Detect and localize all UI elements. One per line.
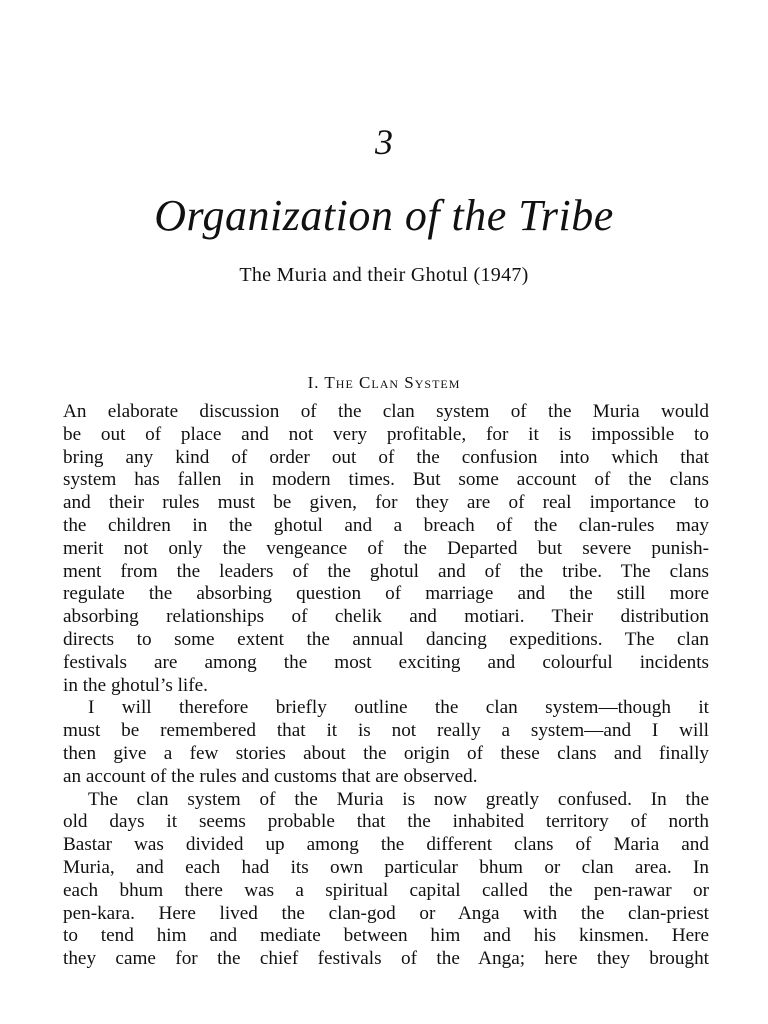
text-line: to tend him and mediate between him and his kinsmen. Here <box>63 925 709 947</box>
text-line: bring any kind of order out of the confusion into which that <box>63 446 709 468</box>
text-line: in the ghotul’s life. <box>63 674 208 696</box>
text-line: system has fallen in modern times. But some account of the clans <box>63 469 709 491</box>
section-heading: I. The Clan System <box>307 373 461 392</box>
text-line: Bastar was divided up among the different clans of Maria and <box>63 834 709 856</box>
chapter-subtitle: The Muria and their Ghotul (1947) <box>239 264 529 286</box>
text-line: absorbing relationships of chelik and motiari. Their distribution <box>63 606 709 628</box>
text-line: then give a few stories about the origin of these clans and finally <box>63 742 709 764</box>
text-line: they came for the chief festivals of the Anga; here they brought <box>63 948 709 970</box>
chapter-title: Organization of the Tribe <box>154 191 614 240</box>
text-line: ment from the leaders of the ghotul and of the tribe. The clans <box>63 560 709 582</box>
text-line: an account of the rules and customs that are observed. <box>63 765 478 787</box>
text-line: the children in the ghotul and a breach of the clan-rules may <box>63 514 709 536</box>
text-line: The clan system of the Muria is now greatly confused. In the <box>88 788 709 810</box>
text-line: each bhum there was a spiritual capital called the pen-rawar or <box>63 879 709 901</box>
text-line: be out of place and not very profitable, for it is impossible to <box>63 423 709 445</box>
text-line: regulate the absorbing question of marriage and the still more <box>63 583 709 605</box>
text-line: An elaborate discussion of the clan system of the Muria would <box>63 401 709 422</box>
body-text <box>63 401 709 971</box>
text-line: old days it seems probable that the inhabited territory of north <box>63 811 709 833</box>
text-line: directs to some extent the annual dancing expeditions. The clan <box>63 628 709 650</box>
text-line: festivals are among the most exciting and colourful incidents <box>63 651 709 673</box>
text-line: must be remembered that it is not really a system—and I will <box>63 720 709 742</box>
text-line: and their rules must be given, for they are of real importance to <box>63 492 709 514</box>
text-line: merit not only the vengeance of the Departed but severe punish- <box>63 537 709 559</box>
chapter-number: 3 <box>375 122 393 162</box>
text-line: Muria, and each had its own particular bhum or clan area. In <box>63 856 709 878</box>
text-line: I will therefore briefly outline the clan system—though it <box>88 697 709 719</box>
text-line: pen-kara. Here lived the clan-god or Anga with the clan-priest <box>63 902 709 924</box>
